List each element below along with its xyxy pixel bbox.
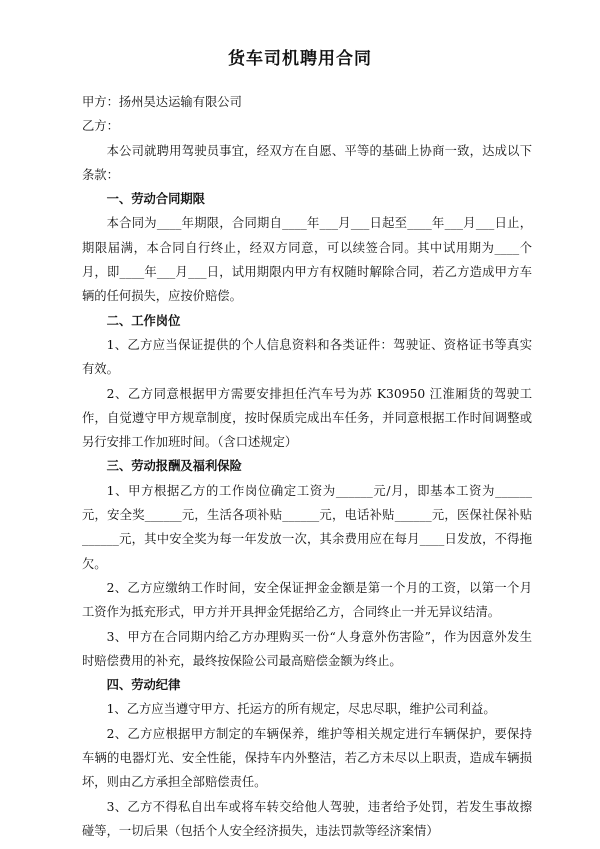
discipline-paragraph-1: 1、乙方应当遵守甲方、托运方的所有规定，尽忠尽职，维护公司利益。 xyxy=(106,702,496,717)
compensation-paragraph-1: 1、甲方根据乙方的工作岗位确定工资为______元/月，即基本工资为______元，安全奖______元，生活各项补贴______元，电话补贴______元，医保社保补贴______元，其中安全奖为每一年发放一次，其余费用应在每月____日发放，不得拖欠。 xyxy=(82,483,532,571)
position-paragraph-2: 2、乙方同意根据甲方需要安排担任汽车号为苏 K30950 江淮厢货的驾驶工作，自觉遵守甲方规章制度，按时保质完成出车任务，并同意根据工作时间调整或另行安排工作加班时间。（含口述规定） xyxy=(82,386,532,450)
party-b-line: 乙方： xyxy=(82,119,119,134)
discipline-paragraph-2: 2、乙方应根据甲方制定的车辆保养，维护等相关规定进行车辆保护，要保持车辆的电器灯光、安全性能，保持车内外整洁，若乙方未尽以上职责，造成车辆损坏，则由乙方承担全部赔偿责任。 xyxy=(82,726,532,790)
section-heading-position: 二、工作岗位 xyxy=(106,313,181,328)
discipline-paragraph-3: 3、乙方不得私自出车或将车转交给他人驾驶，违者给予处罚，若发生事故擦碰等，一切后果（包括个人安全经济损失，违法罚款等经济案情） xyxy=(82,799,532,838)
contract-body xyxy=(82,90,532,843)
section-heading-compensation: 三、劳动报酬及福利保险 xyxy=(106,459,242,474)
document-title: 货车司机聘用合同 xyxy=(228,49,372,69)
party-a-line: 甲方：扬州昊达运输有限公司 xyxy=(82,95,242,109)
section-heading-term: 一、劳动合同期限 xyxy=(106,192,205,207)
compensation-paragraph-2: 2、乙方应缴纳工作时间，安全保证押金金额是第一个月的工资，以第一个月工资作为抵充形式，甲方并开具押金凭据给乙方，合同终止一并无异议结清。 xyxy=(82,580,532,620)
intro-paragraph: 本公司就聘用驾驶员事宜，经双方在自愿、平等的基础上协商一致，达成以下条款： xyxy=(82,143,532,182)
term-paragraph: 本合同为____年期限，合同期自____年___月___日起至____年___月___日止，期限届满，本合同自行终止，经双方同意，可以续签合同。其中试用期为____个月，即____年___月___日，试用期限内甲方有权随时解除合同，若乙方造成甲方车辆的任何损失，应按价赔偿。 xyxy=(82,216,532,304)
section-heading-discipline: 四、劳动纪律 xyxy=(106,678,181,693)
position-paragraph-1: 1、乙方应当保证提供的个人信息资料和各类证件：驾驶证、资格证书等真实有效。 xyxy=(82,337,532,377)
compensation-paragraph-3: 3、甲方在合同期内给乙方办理购买一份“人身意外伤害险”，作为因意外发生时赔偿费用的补充，最终按保险公司最高赔偿金额为终止。 xyxy=(82,629,532,668)
